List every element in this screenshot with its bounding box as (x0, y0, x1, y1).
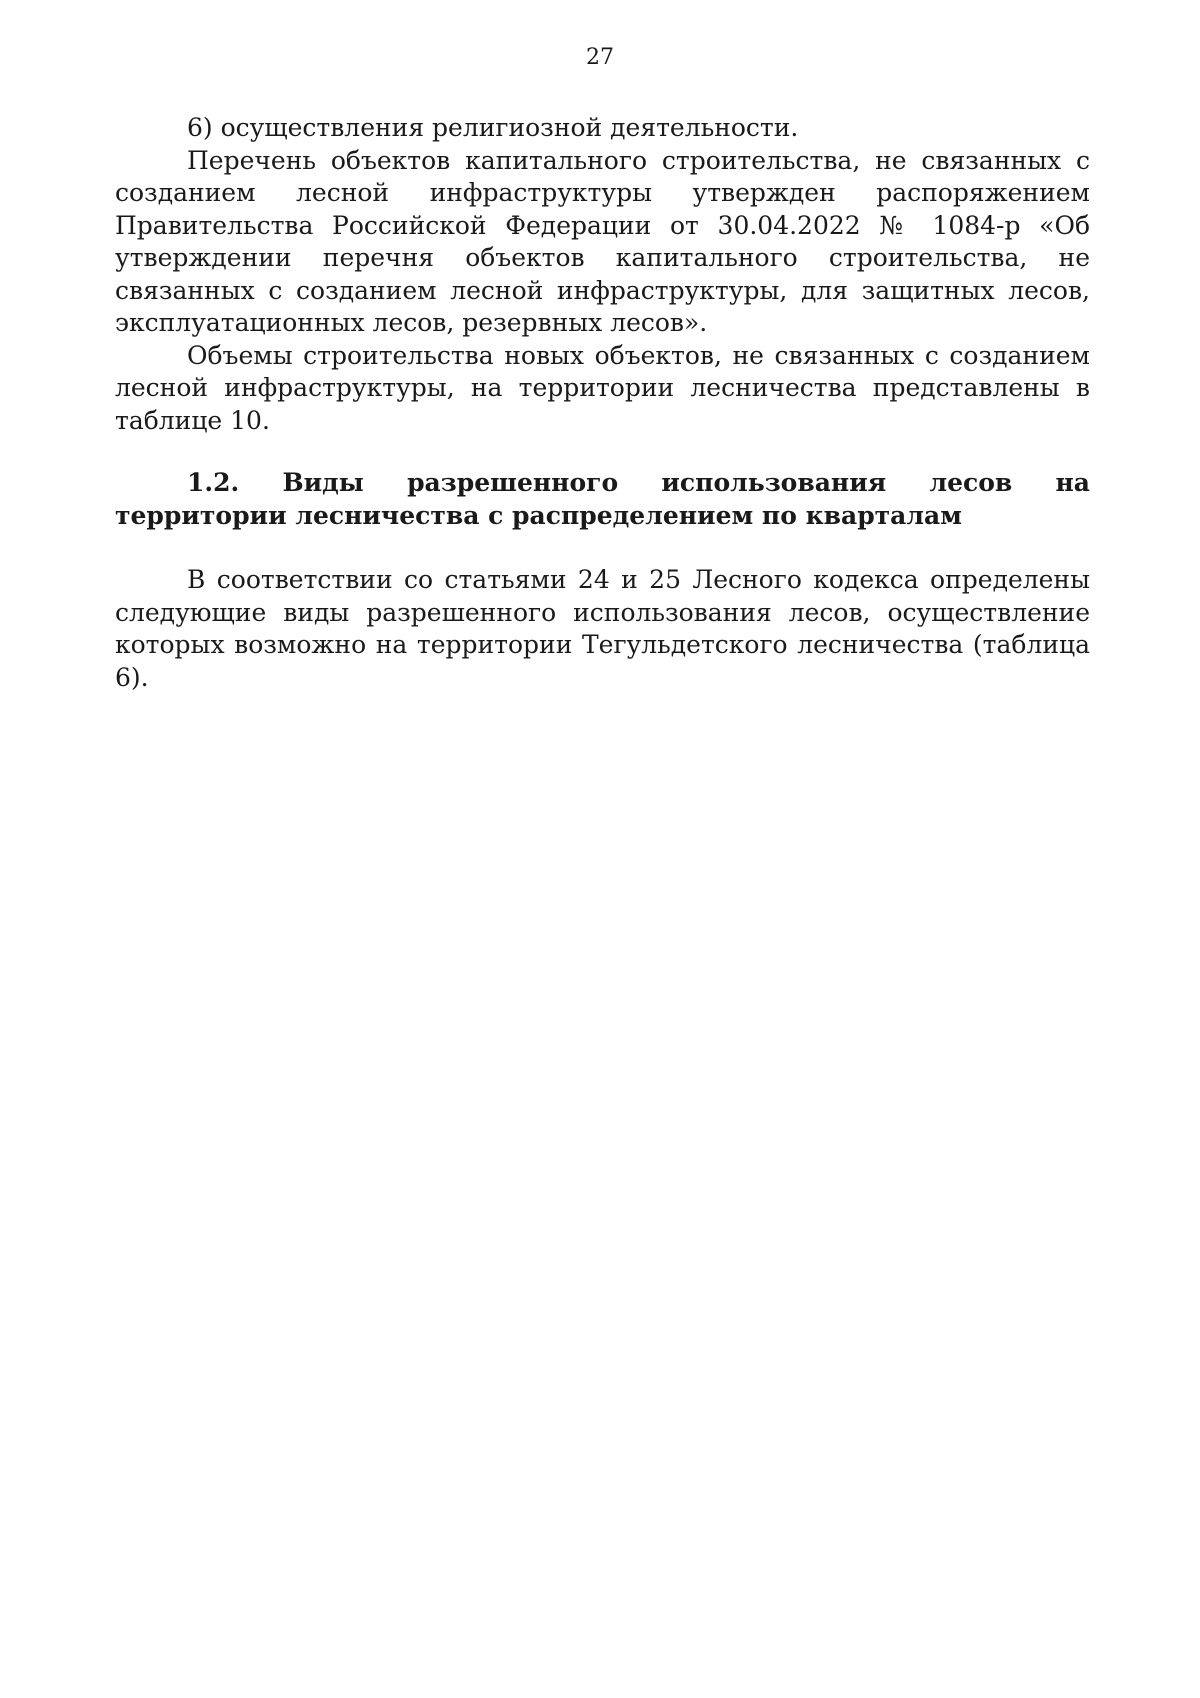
paragraph-item-6: 6) осуществления религиозной деятельности. (187, 113, 799, 142)
paragraph-list-approved: Перечень объектов капитального строительства, не связанных с созданием лесной инфраструктуры утвержден распоряжением Правительства Российской Федерации от 30.04.2022 № 1084-р «Об утверждении перечня объектов капитального строительства, не связанных с созданием лесной инфраструктуры, для защитных лесов, эксплуатационных лесов, резервных лесов». (115, 145, 1090, 337)
paragraph-permitted-uses: В соответствии со статьями 24 и 25 Лесного кодекса определены следующие виды разрешенного использования лесов, осуществление которых возможно на территории Тегульдетского лесничества (таблица 6). (115, 565, 1090, 692)
page-content (115, 112, 1090, 694)
section-heading: 1.2. Виды разрешенного использования лесов на территории лесничества с распределением по кварталам (115, 468, 1090, 530)
paragraph-construction-volumes: Объемы строительства новых объектов, не связанных с созданием лесной инфраструктуры, на территории лесничества представлены в таблице 10. (115, 340, 1090, 435)
page-number: 27 (586, 45, 614, 70)
